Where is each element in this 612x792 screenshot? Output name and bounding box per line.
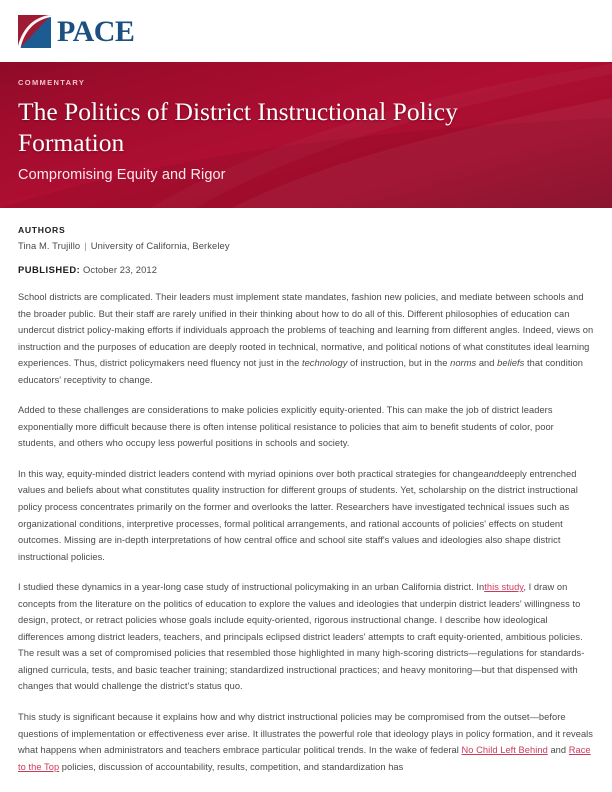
author-name: Tina M. Trujillo <box>18 240 81 251</box>
author-separator: | <box>84 240 87 251</box>
pace-logo-mark-icon <box>18 15 51 48</box>
pace-logo[interactable] <box>18 15 134 48</box>
published-label: PUBLISHED: <box>18 264 81 275</box>
paragraph: In this way, equity-minded district leaders contend with myriad opinions over both practical strategies for changeanddeeply entrenched values and beliefs about what constitutes quality instruction for different groups of students. Yet, scholarship on the district instructional policy process concentrates primarily on the former and overlooks the latter. Researchers have investigated technical issues such as organizational conditions, interpretive processes, formal political arrangements, and rational accounts of policies' effects on student outcomes. Missing are in-depth interpretations of how central office and school site staff's values and ideologies also shape district instructional policies. <box>18 468 578 562</box>
published-line <box>18 264 594 275</box>
site-header <box>0 0 612 62</box>
paragraph: Added to these challenges are considerations to make policies explicitly equity-oriented. This can make the job of district leaders exponentially more difficult because there is often intense political resistance to policies that aim to benefit students of color, poor students, and others who occupy less powerful positions in schools and society. <box>18 405 554 449</box>
author-affiliation: University of California, Berkeley <box>90 240 230 251</box>
article-meta <box>0 208 612 275</box>
link-this-study[interactable]: this study <box>484 582 524 593</box>
hero-banner <box>0 62 612 208</box>
article-body <box>0 275 612 775</box>
paragraph: School districts are complicated. Their leaders must implement state mandates, fashion new policies, and mediate between schools and the broader public. But their staff are rarely unified in their thinking about how to do all of this. Different philosophies of education can undercut district policy-making efforts if individuals approach the problems of teaching and learning from different angles. Indeed, views on instruction and the purposes of education are deeply rooted in technical, normative, and political notions of what constitutes ideal learning experiences. Thus, district policymakers need fluency not just in the technology of instruction, but in the norms and beliefs that condition educators' receptivity to change. <box>18 292 594 385</box>
published-date: October 23, 2012 <box>83 264 158 275</box>
link-race-to-the-top[interactable]: Race to the Top <box>18 745 591 772</box>
page-subtitle: Compromising Equity and Rigor <box>18 167 226 184</box>
author-line <box>18 240 594 251</box>
pace-wordmark: PACE <box>57 15 135 48</box>
page-title: The Politics of District Instructional Policy Formation <box>18 97 458 158</box>
authors-label: AUTHORS <box>18 225 66 235</box>
paragraph: I studied these dynamics in a year-long case study of instructional policymaking in an urban California district. Inthis study, I draw on concepts from the literature on the politics of education to explore the values and ideologies that underpin district leaders' willingness to design, protect, or retract policies whose goals include equity-oriented, rigorous instructional change. I describe how ideological differences among district leaders, teachers, and principals eclipsed district leaders' attempts to craft equity-oriented, ambitious policies. The result was a set of compromised policies that resembled those highlighted in many high-scoring districts—regulations for standards-aligned curricula, tests, and basic teacher training; standardized instructional practices; and heavy monitoring—but that dispensed with changes that would challenge the district's status quo. <box>18 582 585 692</box>
link-no-child-left-behind[interactable]: No Child Left Behind <box>461 745 548 756</box>
article-type-kicker: COMMENTARY <box>18 78 86 87</box>
paragraph: This study is significant because it explains how and why district instructional policies may be compromised from the outset—before questions of implementation or effectiveness ever arise. It illustrates the powerful role that ideology plays in policy formation, and it reveals what happens when administrators and teachers embrace particular political trends. In the wake of federal No Child Left Behind and Race to the Top policies, discussion of accountability, results, competition, and standardization has <box>18 712 593 772</box>
